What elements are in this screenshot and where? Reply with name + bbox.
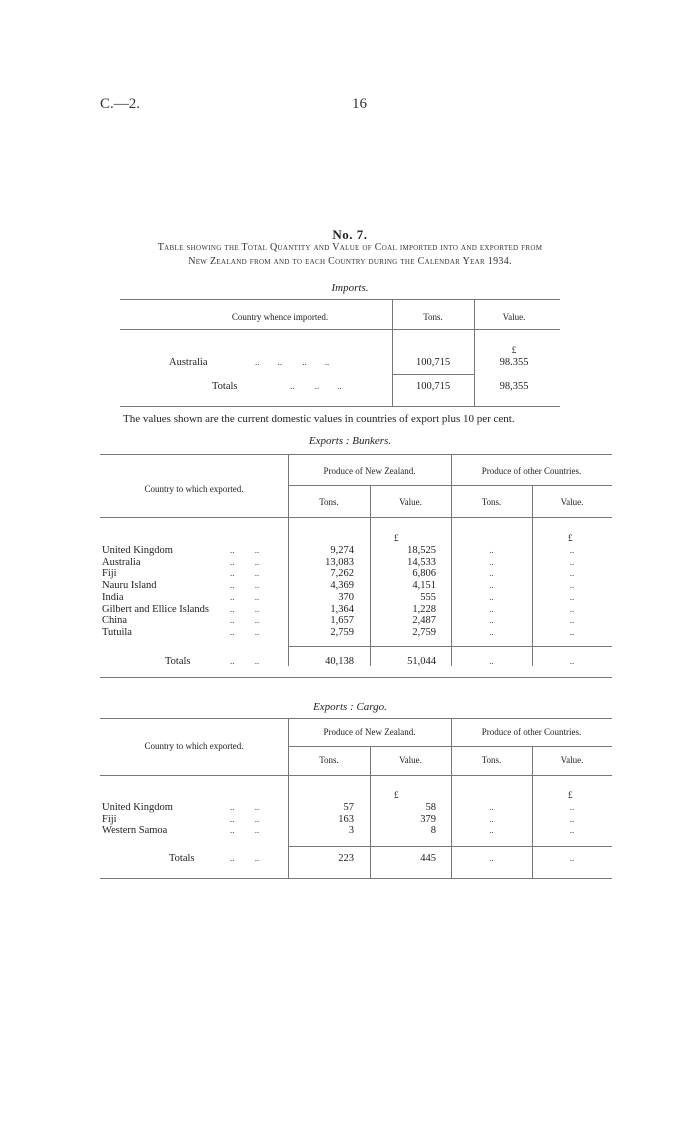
cargo-col-country: Country to which exported. — [144, 741, 244, 751]
cargo-col-tons: Tons. — [319, 755, 339, 765]
bunkers-heading: Exports : Bunkers. — [308, 435, 392, 447]
table-row-value: 14,533 — [407, 556, 436, 568]
bunkers-col-other-tons: Tons. — [481, 497, 502, 507]
table-row-value: 18,525 — [407, 545, 436, 556]
leader-dots: .. .. — [230, 591, 260, 602]
currency-symbol: £ — [511, 345, 517, 355]
leader-dots: .. .. — [230, 813, 260, 824]
rule — [100, 517, 612, 518]
bunkers-totals-label: Totals — [165, 656, 191, 667]
table-row-tons: 163 — [338, 813, 354, 825]
leader-dots: .. .. — [230, 615, 260, 626]
table-row-other-value: .. — [569, 802, 575, 812]
table-row-value: 2,759 — [412, 626, 436, 638]
rule — [100, 878, 612, 879]
rule — [288, 746, 612, 747]
table-row-other-value: .. — [569, 825, 575, 836]
table-row-tons: 57 — [343, 802, 354, 813]
imports-col-country: Country whence imported. — [231, 312, 329, 322]
table-row-other-tons: .. — [489, 545, 494, 555]
currency-symbol: £ — [394, 533, 399, 543]
cargo-group-other: Produce of other Countries. — [481, 727, 582, 737]
table-row-other-tons: .. — [489, 802, 494, 812]
bunkers-col-value: Value. — [399, 497, 422, 507]
table-row-country: China — [102, 615, 128, 627]
cargo-group-nz: Produce of New Zealand. — [323, 727, 416, 737]
leader-dots: .. .. — [230, 825, 260, 836]
table-row-value: 4,151 — [412, 580, 436, 592]
rule — [288, 485, 612, 486]
imports-row-value: 98.355 — [499, 357, 529, 368]
table-row-country: Australia — [102, 556, 141, 568]
table-row-other-tons: .. — [489, 603, 494, 614]
table-row-country: Gilbert and Ellice Islands — [102, 603, 210, 615]
imports-totals-label: Totals — [212, 381, 238, 392]
table-row-tons: 1,657 — [330, 615, 354, 627]
table-row-other-value: .. — [569, 615, 575, 626]
table-row-country: Nauru Island — [102, 580, 157, 592]
leader-dots: .. .. — [230, 626, 260, 637]
rule — [451, 646, 612, 647]
leader-dots: .. .. — [230, 802, 260, 812]
leader-dots: .. .. — [230, 580, 260, 591]
table-row-other-value: .. — [569, 580, 575, 591]
table-row-other-value: .. — [569, 626, 575, 637]
leader-dots: .. .. — [230, 568, 260, 579]
cargo-col-other-tons: Tons. — [481, 755, 502, 765]
bunkers-group-nz: Produce of New Zealand. — [323, 466, 416, 476]
cargo-heading: Exports : Cargo. — [313, 701, 387, 713]
rule — [288, 646, 451, 647]
bunkers-totals-other-value: .. — [569, 656, 575, 666]
page-reference: C.—2. — [100, 96, 141, 112]
leader-dots: .. .. — [230, 556, 260, 567]
table-row-tons: 370 — [338, 591, 354, 603]
leader-dots: .. .. .. — [290, 381, 342, 391]
table-row-tons: 2,759 — [330, 626, 354, 638]
rule — [100, 718, 612, 719]
rule — [120, 406, 560, 407]
table-row-other-value: .. — [569, 603, 575, 614]
table-row-tons: 7,262 — [330, 568, 354, 580]
bunkers-totals-tons: 40,138 — [325, 656, 354, 667]
cargo-totals-label: Totals — [169, 853, 195, 864]
rule — [100, 454, 612, 455]
table-title-line-1: Table showing the Total Quantity and Value of Coal imported into and exported from — [157, 242, 543, 253]
values-note: The values shown are the current domestic values in countries of export plus 10 per cent. — [123, 413, 515, 425]
table-row-tons: 3 — [348, 825, 354, 837]
table-row-value: 58 — [425, 802, 436, 813]
currency-symbol: £ — [568, 790, 573, 800]
table-row-other-tons: .. — [489, 591, 494, 602]
table-row-value: 2,487 — [412, 615, 436, 627]
rule — [100, 775, 612, 776]
table-row-other-tons: .. — [489, 580, 494, 591]
cargo-totals-other-tons: .. — [489, 853, 494, 863]
table-row-tons: 9,274 — [330, 545, 354, 556]
table-row-country: United Kingdom — [102, 802, 173, 813]
bunkers-totals-value: 51,044 — [407, 656, 436, 667]
table-row-tons: 1,364 — [330, 603, 354, 615]
rule — [451, 846, 612, 847]
cargo-totals-other-value: .. — [569, 853, 575, 863]
table-row-other-tons: .. — [489, 568, 494, 579]
rule — [288, 846, 451, 847]
rule — [120, 329, 560, 330]
table-row-value: 555 — [420, 591, 436, 603]
currency-symbol: £ — [568, 533, 573, 543]
table-title-line-2: New Zealand from and to each Country during the Calendar Year 1934. — [188, 256, 512, 267]
table-row-other-tons: .. — [489, 825, 494, 836]
bunkers-col-tons: Tons. — [319, 497, 339, 507]
table-row-country: Tutuila — [102, 626, 132, 638]
rule — [392, 374, 474, 375]
cargo-col-other-value: Value. — [560, 755, 584, 765]
table-row-value: 379 — [420, 813, 436, 825]
table-row-country: Fiji — [102, 568, 117, 580]
table-row-other-tons: .. — [489, 626, 494, 637]
rule — [120, 299, 560, 300]
table-row-other-value: .. — [569, 556, 575, 567]
cargo-col-value: Value. — [399, 755, 422, 765]
leader-dots: .. .. — [230, 656, 260, 666]
imports-row-tons: 100,715 — [415, 357, 451, 368]
table-row-country: Fiji — [102, 813, 117, 825]
cargo-totals-tons: 223 — [338, 853, 354, 864]
table-row-value: 8 — [430, 825, 436, 837]
page-number: 16 — [352, 96, 367, 112]
imports-heading: Imports. — [331, 282, 369, 294]
rule — [100, 677, 612, 678]
bunkers-col-country: Country to which exported. — [144, 484, 244, 494]
table-row-value: 1,228 — [412, 603, 436, 615]
table-row-country: Western Samoa — [102, 825, 168, 837]
leader-dots: .. .. — [230, 853, 260, 863]
table-row-other-value: .. — [569, 545, 575, 555]
table-row-tons: 4,369 — [330, 580, 354, 592]
imports-col-tons: Tons. — [423, 312, 443, 322]
table-row-other-value: .. — [569, 813, 575, 824]
table-row-value: 6,806 — [412, 568, 436, 580]
table-row-other-tons: .. — [489, 813, 494, 824]
table-number: No. 7. — [332, 227, 368, 242]
imports-row-country: Australia — [169, 357, 208, 368]
bunkers-col-other-value: Value. — [560, 497, 584, 507]
table-row-other-value: .. — [569, 568, 575, 579]
table-row-country: India — [102, 591, 124, 603]
leader-dots: .. .. — [230, 545, 260, 555]
table-row-tons: 13,083 — [325, 556, 354, 568]
imports-col-value: Value. — [502, 312, 526, 322]
table-row-other-value: .. — [569, 591, 575, 602]
currency-symbol: £ — [394, 790, 399, 800]
table-row-other-tons: .. — [489, 556, 494, 567]
table-row-country: United Kingdom — [102, 545, 173, 556]
imports-totals-value: 98,355 — [499, 381, 529, 392]
cargo-totals-value: 445 — [420, 853, 436, 864]
bunkers-totals-other-tons: .. — [489, 656, 494, 666]
imports-totals-tons: 100,715 — [415, 381, 451, 392]
table-row-other-tons: .. — [489, 615, 494, 626]
leader-dots: .. .. .. .. — [255, 357, 330, 367]
bunkers-group-other: Produce of other Countries. — [481, 466, 582, 476]
leader-dots: .. .. — [230, 603, 260, 614]
